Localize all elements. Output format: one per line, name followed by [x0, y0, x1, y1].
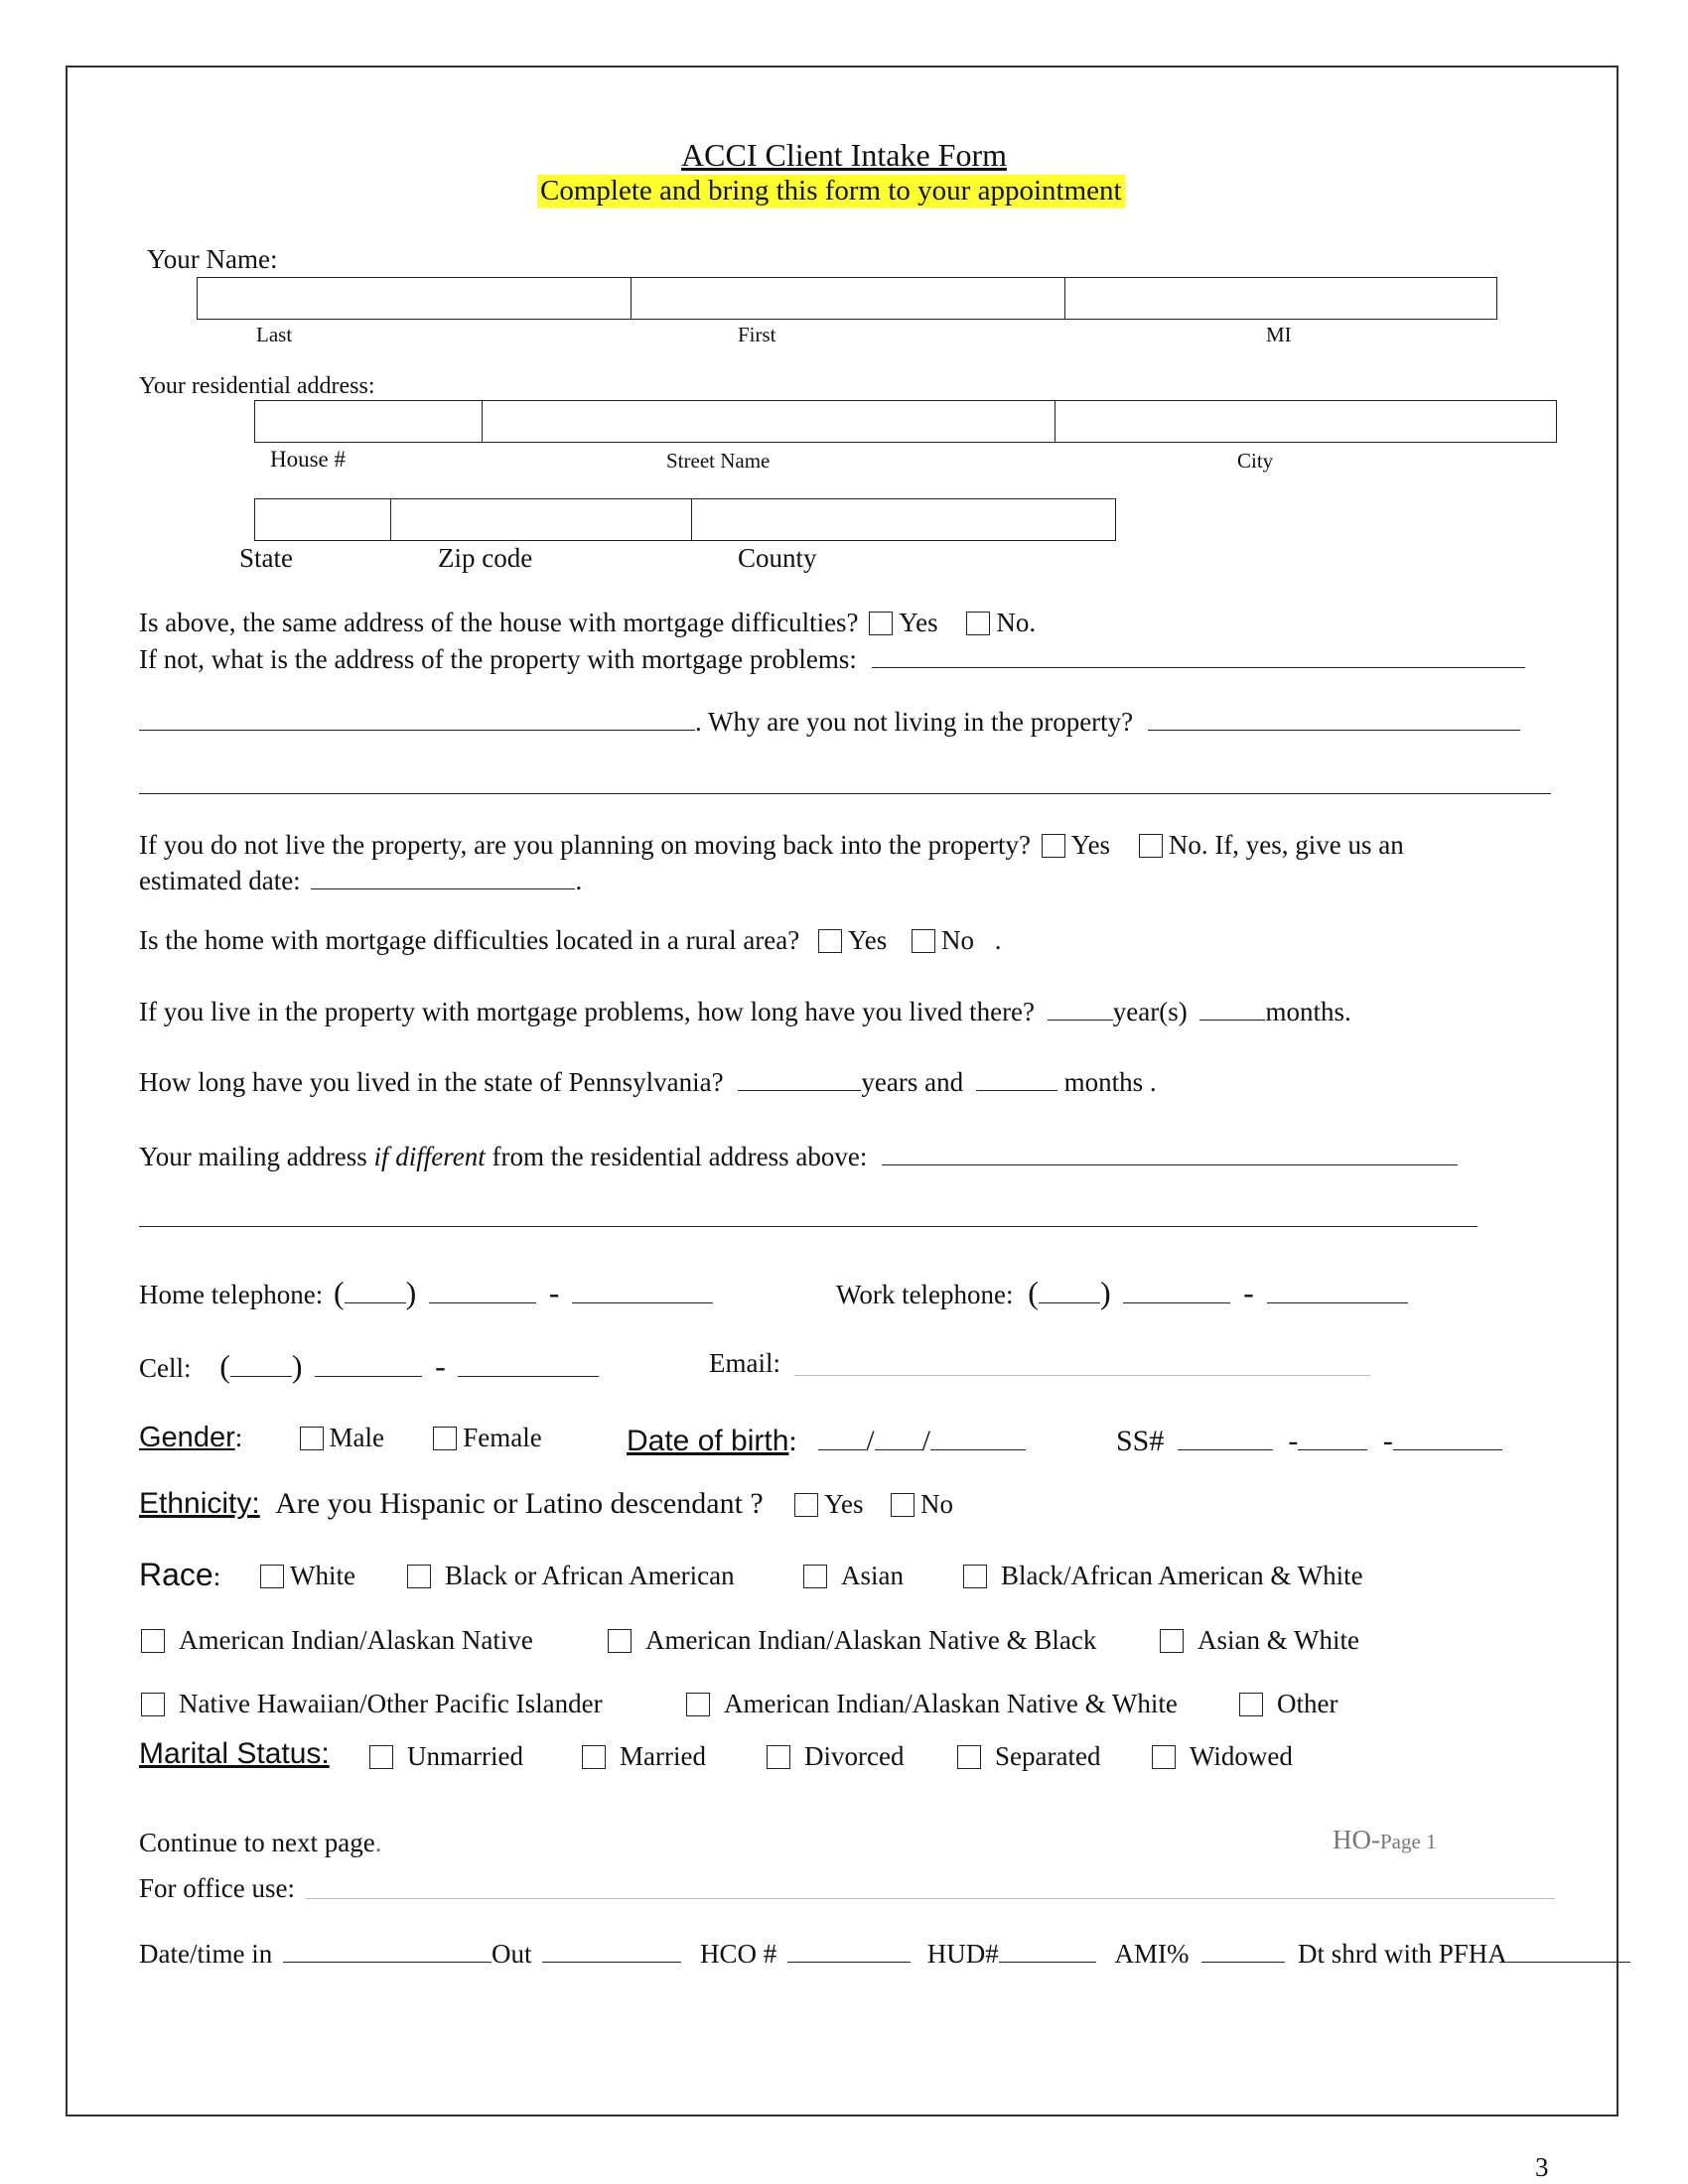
pa-residency-text: How long have you lived in the state of Pennsylvania?	[139, 1067, 724, 1097]
hud-label: HUD#	[926, 1939, 999, 1969]
ethnicity-question: Are you Hispanic or Latino descendant ?	[275, 1487, 764, 1520]
pa-months-line[interactable]	[976, 1063, 1057, 1091]
pfha-label: Dt shrd with PFHA	[1297, 1939, 1507, 1969]
lived-months-label: months.	[1265, 997, 1351, 1026]
if-not-question	[139, 640, 1525, 675]
pfha-line[interactable]	[1507, 1935, 1630, 1963]
dob-slash-2: /	[921, 1425, 930, 1457]
race-option-am-indian-white	[682, 1689, 1178, 1719]
ssn-part1-line[interactable]	[1178, 1420, 1273, 1450]
race-option-am-indian-black	[604, 1625, 1096, 1656]
moving-back-question	[139, 830, 1404, 861]
marital-label	[139, 1737, 330, 1771]
race-option-hawaiian	[139, 1689, 603, 1719]
why-not-living-line[interactable]	[1148, 703, 1520, 731]
race-option-black-white	[959, 1561, 1363, 1591]
lived-years-label: year(s)	[1112, 997, 1188, 1026]
married-label: Married	[620, 1741, 706, 1771]
cell-row	[139, 1348, 599, 1385]
dob-year-line[interactable]	[930, 1420, 1026, 1450]
marital-option-separated	[953, 1741, 1100, 1772]
lived-months-line[interactable]	[1199, 993, 1265, 1021]
marital-status-label: Marital Status:	[139, 1737, 330, 1770]
date-time-in-line[interactable]	[283, 1935, 492, 1963]
dob-month-line[interactable]	[818, 1420, 866, 1450]
race-white-checkbox[interactable]	[260, 1565, 284, 1588]
cell-dash: -	[435, 1348, 446, 1384]
rural-end: .	[994, 925, 1002, 955]
home-telephone-label: Home telephone:	[139, 1280, 324, 1309]
race-row-1	[139, 1557, 220, 1593]
work-dash: -	[1243, 1275, 1254, 1310]
unmarried-label: Unmarried	[407, 1741, 523, 1771]
hispanic-no-checkbox[interactable]	[891, 1493, 914, 1517]
race-option-am-indian	[139, 1625, 533, 1656]
race-hawaiian-label: Native Hawaiian/Other Pacific Islander	[179, 1689, 603, 1718]
house-number-label: House #	[270, 447, 347, 472]
office-use-row	[139, 1935, 1630, 1970]
how-long-lived-question	[139, 993, 1351, 1027]
race-other-checkbox[interactable]	[1239, 1693, 1263, 1716]
home-prefix-line[interactable]	[429, 1276, 536, 1303]
estimated-date-row	[139, 862, 582, 896]
rural-no-label: No	[941, 925, 975, 955]
mailing-address-line[interactable]	[882, 1138, 1458, 1165]
why-not-living-line-2[interactable]	[139, 766, 1551, 794]
mailing-address-continued	[139, 1199, 1477, 1234]
work-area-open: (	[1028, 1275, 1039, 1310]
dob-row	[627, 1420, 1026, 1458]
ho-label: HO-	[1333, 1825, 1380, 1854]
rural-question	[139, 925, 1002, 956]
race-white-label: White	[290, 1561, 355, 1590]
home-dash: -	[548, 1275, 560, 1310]
address-row1	[254, 400, 1557, 443]
work-number-line[interactable]	[1267, 1276, 1408, 1303]
marital-option-divorced	[763, 1741, 904, 1772]
widowed-checkbox[interactable]	[1152, 1745, 1176, 1769]
widowed-label: Widowed	[1190, 1741, 1293, 1771]
email-line[interactable]	[794, 1375, 1370, 1376]
form-subtitle: Complete and bring this form to your appointment	[537, 175, 1125, 207]
moving-back-yes-checkbox[interactable]	[1042, 834, 1065, 858]
race-colon: :	[212, 1562, 221, 1591]
race-am-indian-white-label: American Indian/Alaskan Native & White	[724, 1689, 1178, 1718]
city-field[interactable]	[1055, 401, 1556, 442]
ssn-part3-line[interactable]	[1393, 1420, 1502, 1450]
zip-code-field[interactable]	[391, 499, 692, 540]
ssn-label: SS#	[1116, 1425, 1165, 1457]
home-telephone-row	[139, 1275, 713, 1311]
female-checkbox[interactable]	[433, 1427, 457, 1450]
date-time-in-label: Date/time in	[139, 1939, 273, 1969]
marital-option-married	[578, 1741, 706, 1772]
rural-yes-label: Yes	[848, 925, 888, 955]
page-marker	[1333, 1825, 1437, 1855]
dob-day-line[interactable]	[875, 1420, 922, 1450]
ethnicity-label: Ethnicity:	[139, 1487, 260, 1520]
race-black-checkbox[interactable]	[407, 1565, 431, 1588]
cell-prefix-line[interactable]	[315, 1349, 422, 1377]
race-asian-white-checkbox[interactable]	[1160, 1629, 1184, 1653]
home-area-code-line[interactable]	[345, 1276, 406, 1303]
marital-option-unmarried	[365, 1741, 523, 1772]
why-not-living-text: . Why are you not living in the property?	[695, 707, 1134, 737]
separated-checkbox[interactable]	[957, 1745, 981, 1769]
work-prefix-line[interactable]	[1123, 1276, 1230, 1303]
race-am-indian-label: American Indian/Alaskan Native	[179, 1625, 533, 1655]
female-label: Female	[463, 1423, 542, 1452]
hud-line[interactable]	[999, 1935, 1096, 1963]
home-number-line[interactable]	[572, 1276, 713, 1303]
name-label: Your Name:	[147, 244, 278, 274]
pa-years-line[interactable]	[738, 1063, 861, 1091]
race-option-white	[256, 1561, 355, 1591]
ssn-part2-line[interactable]	[1298, 1420, 1367, 1450]
lived-years-line[interactable]	[1048, 993, 1113, 1021]
name-fields	[197, 277, 1497, 320]
hispanic-no-label: No	[920, 1489, 954, 1519]
dob-label: Date of birth	[627, 1425, 789, 1457]
first-name-field[interactable]	[632, 278, 1065, 319]
separated-label: Separated	[995, 1741, 1101, 1771]
pa-residency-question	[139, 1063, 1157, 1098]
race-option-asian	[799, 1561, 904, 1591]
hispanic-yes-label: Yes	[824, 1489, 864, 1519]
male-checkbox[interactable]	[300, 1427, 324, 1450]
how-long-lived-text: If you live in the property with mortgage problems, how long have you lived there?	[139, 997, 1036, 1026]
last-label: Last	[256, 323, 293, 346]
city-label: City	[1237, 449, 1274, 473]
mailing-text-pre: Your mailing address	[139, 1142, 374, 1171]
cell-number-line[interactable]	[458, 1349, 599, 1377]
address-row2	[254, 498, 1116, 541]
race-am-indian-black-label: American Indian/Alaskan Native & Black	[645, 1625, 1097, 1655]
cell-area-code-line[interactable]	[230, 1349, 292, 1377]
moving-back-no-checkbox[interactable]	[1139, 834, 1163, 858]
ami-line[interactable]	[1201, 1935, 1285, 1963]
work-area-close: )	[1099, 1275, 1111, 1310]
moving-back-yes-label: Yes	[1070, 830, 1111, 860]
work-telephone-label: Work telephone:	[836, 1280, 1014, 1309]
continue-note	[139, 1828, 381, 1858]
state-label: State	[239, 543, 293, 573]
page-label: Page 1	[1380, 1830, 1437, 1853]
hco-label: HCO #	[699, 1939, 777, 1969]
rural-text: Is the home with mortgage difficulties located in a rural area?	[139, 925, 800, 955]
gender-colon: :	[234, 1423, 243, 1452]
race-option-black	[403, 1561, 735, 1591]
race-black-label: Black or African American	[445, 1561, 735, 1590]
ssn-dash-1: -	[1288, 1425, 1299, 1457]
gender-label: Gender	[139, 1422, 235, 1453]
moving-back-no-label: No.	[1168, 830, 1208, 860]
race-other-label: Other	[1277, 1689, 1338, 1718]
race-am-indian-checkbox[interactable]	[141, 1629, 165, 1653]
work-telephone-row	[836, 1275, 1408, 1311]
cell-label: Cell:	[139, 1353, 192, 1383]
form-title: ACCI Client Intake Form	[681, 137, 1007, 173]
unmarried-checkbox[interactable]	[369, 1745, 393, 1769]
hispanic-yes-checkbox[interactable]	[794, 1493, 818, 1517]
home-area-close: )	[405, 1275, 417, 1310]
same-address-text: Is above, the same address of the house with mortgage difficulties?	[139, 608, 859, 637]
middle-initial-field[interactable]	[1065, 278, 1496, 319]
county-field[interactable]	[692, 499, 1115, 540]
same-address-question	[139, 608, 1036, 638]
estimated-date-line[interactable]	[311, 862, 575, 889]
mailing-address-question	[139, 1138, 1458, 1172]
estimated-date-label: estimated date:	[139, 866, 301, 895]
race-am-indian-white-checkbox[interactable]	[686, 1693, 710, 1716]
why-not-living-continued	[139, 766, 1551, 801]
ami-label: AMI%	[1114, 1939, 1190, 1969]
rural-no-checkbox[interactable]	[912, 929, 935, 953]
race-asian-label: Asian	[841, 1561, 904, 1590]
out-label: Out	[491, 1939, 532, 1969]
problem-address-line[interactable]	[872, 640, 1525, 668]
race-hawaiian-checkbox[interactable]	[141, 1693, 165, 1716]
pa-years-label: years and	[861, 1067, 964, 1097]
state-field[interactable]	[255, 499, 391, 540]
cell-area-open: (	[219, 1348, 230, 1384]
estimated-date-end: .	[575, 866, 583, 895]
dob-colon: :	[788, 1425, 797, 1457]
out-line[interactable]	[542, 1935, 681, 1963]
divorced-label: Divorced	[804, 1741, 905, 1771]
mailing-text-italic: if different	[373, 1142, 486, 1171]
page-number: 3	[1535, 2152, 1549, 2182]
same-address-no-checkbox[interactable]	[966, 612, 990, 635]
county-label: County	[738, 543, 817, 573]
first-label: First	[738, 323, 776, 346]
work-area-code-line[interactable]	[1039, 1276, 1100, 1303]
same-address-yes-checkbox[interactable]	[869, 612, 893, 635]
cell-area-close: )	[291, 1348, 303, 1384]
house-number-field[interactable]	[255, 401, 483, 442]
continue-period: .	[374, 1828, 382, 1857]
last-name-field[interactable]	[198, 278, 632, 319]
mailing-address-line-2[interactable]	[139, 1199, 1477, 1227]
race-asian-white-label: Asian & White	[1197, 1625, 1359, 1655]
race-asian-checkbox[interactable]	[803, 1565, 827, 1588]
email-label: Email:	[709, 1348, 780, 1378]
dob-slash-1: /	[866, 1425, 875, 1457]
race-am-indian-black-checkbox[interactable]	[608, 1629, 632, 1653]
street-name-field[interactable]	[483, 401, 1055, 442]
marital-option-widowed	[1148, 1741, 1293, 1772]
moving-back-text: If you do not live the property, are you planning on moving back into the property?	[139, 830, 1032, 860]
continue-text: Continue to next page	[139, 1828, 375, 1857]
if-not-text: If not, what is the address of the property with mortgage problems:	[139, 644, 857, 674]
street-name-label: Street Name	[666, 449, 771, 473]
mi-label: MI	[1266, 323, 1292, 346]
moving-back-tail: If, yes, give us an	[1214, 830, 1404, 860]
ssn-dash-2: -	[1382, 1425, 1393, 1457]
office-use-label: For office use:	[139, 1873, 295, 1903]
pa-months-label: months .	[1063, 1067, 1157, 1097]
male-label: Male	[329, 1423, 384, 1452]
divorced-checkbox[interactable]	[767, 1745, 790, 1769]
why-not-living-question	[139, 703, 1520, 738]
home-area-open: (	[333, 1275, 345, 1310]
race-label: Race	[139, 1557, 213, 1592]
race-option-other	[1235, 1689, 1337, 1719]
ssn-row	[1116, 1420, 1502, 1458]
race-option-asian-white	[1156, 1625, 1359, 1656]
problem-address-line-2[interactable]	[139, 703, 695, 731]
same-address-no-label: No.	[996, 608, 1037, 637]
race-black-white-checkbox[interactable]	[963, 1565, 987, 1588]
married-checkbox[interactable]	[582, 1745, 606, 1769]
address-label: Your residential address:	[139, 373, 375, 399]
mailing-text-post: from the residential address above:	[485, 1142, 868, 1171]
same-address-yes-label: Yes	[899, 608, 938, 637]
hco-line[interactable]	[787, 1935, 911, 1963]
office-use-line[interactable]	[306, 1898, 1555, 1899]
race-black-white-label: Black/African American & White	[1001, 1561, 1363, 1590]
rural-yes-checkbox[interactable]	[818, 929, 842, 953]
zip-code-label: Zip code	[438, 543, 533, 573]
gender-row	[139, 1422, 542, 1454]
ethnicity-row	[139, 1487, 953, 1521]
